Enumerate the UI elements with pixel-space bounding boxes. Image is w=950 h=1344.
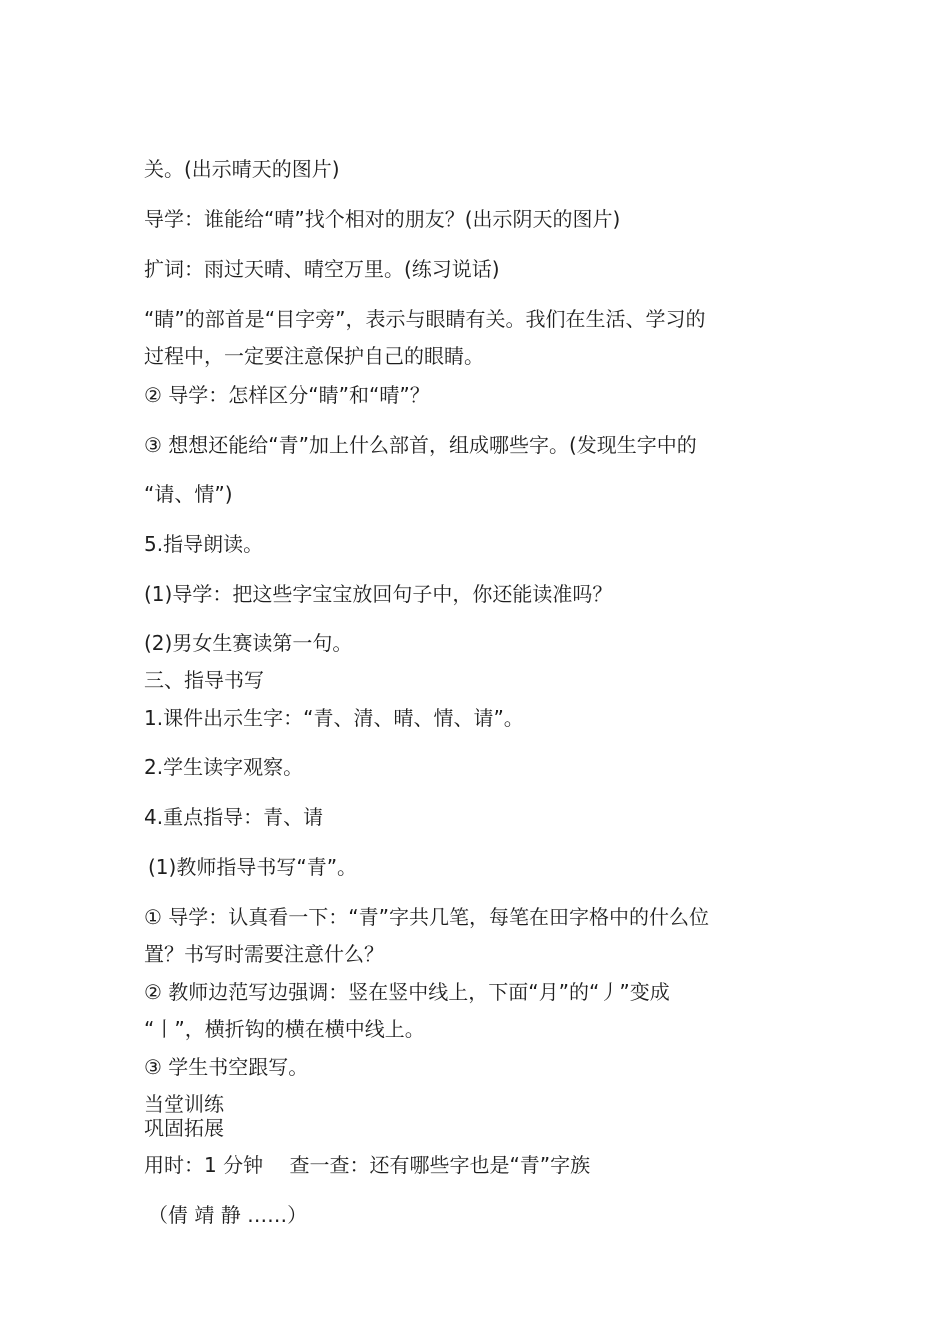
text-line: 过程中，一定要注意保护自己的眼睛。 <box>144 344 484 368</box>
text-line: 关。(出示晴天的图片) <box>144 157 340 181</box>
text-line: ② 导学：怎样区分“睛”和“晴”？ <box>144 383 430 407</box>
text-line: 1.课件出示生字：“青、清、晴、情、请”。 <box>144 706 524 730</box>
text-line: (2)男女生赛读第一句。 <box>144 631 353 655</box>
text-line: “丨”，横折钩的横在横中线上。 <box>144 1017 425 1041</box>
text-line: 扩词：雨过天晴、晴空万里。(练习说话) <box>144 257 500 281</box>
section-heading: 巩固拓展 <box>144 1116 224 1140</box>
text-line: 4.重点指导：青、请 <box>144 805 324 829</box>
text-line: “请、情”) <box>144 482 233 506</box>
text-line: 2.学生读字观察。 <box>144 755 304 779</box>
text-line: ① 导学：认真看一下：“青”字共几笔，每笔在田字格中的什么位 <box>144 905 710 929</box>
text-line: 置？书写时需要注意什么？ <box>144 942 384 966</box>
text-line: (1)导学：把这些字宝宝放回句子中，你还能读准吗？ <box>144 582 613 606</box>
text-line: (1)教师指导书写“青”。 <box>148 855 358 879</box>
text-line: ③ 学生书空跟写。 <box>144 1055 309 1079</box>
section-heading: 三、指导书写 <box>144 668 264 692</box>
text-line: ② 教师边范写边强调：竖在竖中线上，下面“月”的“丿”变成 <box>144 980 670 1004</box>
text-line: ③ 想想还能给“青”加上什么部首，组成哪些字。(发现生字中的 <box>144 433 697 457</box>
text-line: “睛”的部首是“目字旁”，表示与眼睛有关。我们在生活、学习的 <box>144 307 706 331</box>
text-line: （倩 靖 静 ……） <box>148 1203 308 1227</box>
text-line: 导学：谁能给“晴”找个相对的朋友？(出示阴天的图片) <box>144 207 621 231</box>
text-line: 5.指导朗读。 <box>144 532 264 556</box>
text-line: 用时：1 分钟 查一查：还有哪些字也是“青”字族 <box>144 1153 591 1177</box>
section-heading: 当堂训练 <box>144 1092 224 1116</box>
